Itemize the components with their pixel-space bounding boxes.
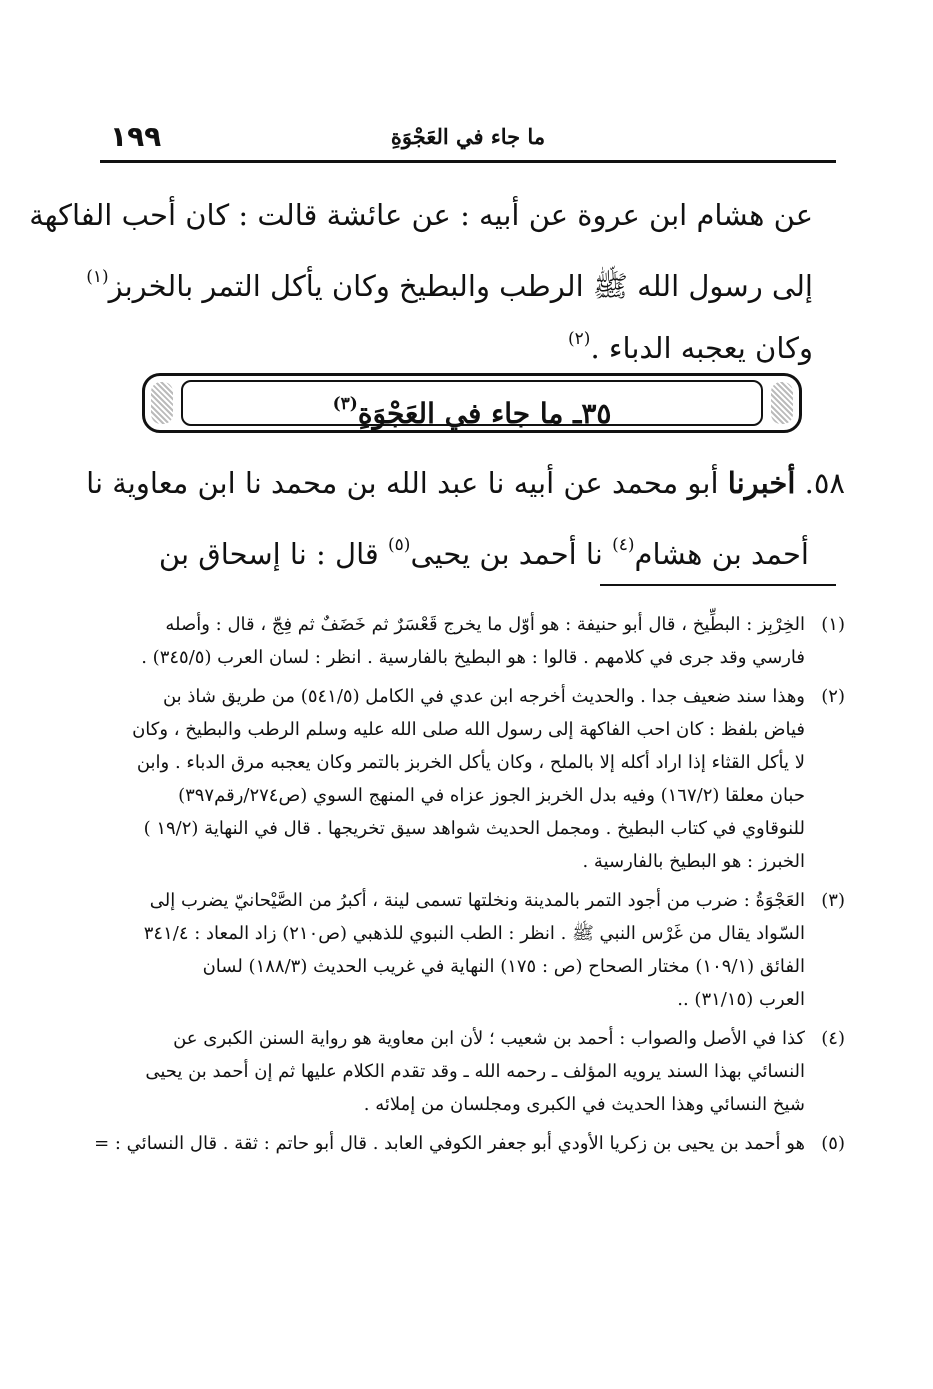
footnote-line: فياض بلفظ : كان احب الفاكهة إلى رسول الله صلى الله عليه وسلم الرطب والبطيخ ، وكان	[132, 719, 805, 740]
footnote-number: (٤)	[821, 1028, 845, 1049]
footnote-line: كذا في الأصل والصواب : أحمد بن شعيب ؛ لأن ابن معاوية هو رواية السنن الكبرى عن	[173, 1028, 805, 1049]
hadith-line-1-text: أبو محمد عن أبيه نا عبد الله بن محمد نا ابن معاوية نا	[86, 466, 719, 500]
intro-line-1-text: عن هشام ابن عروة عن أبيه : عن عائشة قالت : كان أحب الفاكهة	[29, 198, 813, 232]
footnote-line: لا يأكل القثاء إذا اراد أكله إلا بالملح ، وكان يأكل الخربز بالتمر وكان يعجبه مرق الدباء . وابن	[136, 752, 805, 773]
footnote-ref-2: (٢)	[568, 329, 591, 349]
footnote-5	[94, 1127, 845, 1160]
footnote-line: الخبرز : هو البطيخ بالفارسية .	[582, 851, 805, 872]
footnote-2	[97, 680, 845, 878]
footnote-ref-3: (٣)	[332, 394, 358, 414]
hadith-line-2-part-b: نا أحمد بن يحيى	[410, 537, 603, 571]
footnotes	[94, 608, 845, 1166]
hadith-line-2-part-a: أحمد بن هشام	[634, 537, 809, 571]
footnote-number: (٥)	[821, 1133, 845, 1154]
footnote-line: للنوقاوي في كتاب البطيخ . ومجمل الحديث شواهد سيق تخريجها . قال في النهاية (١٩/٢ )	[143, 818, 805, 839]
footnote-line: الفائق (١٠٩/١) مختار الصحاح (ص : ١٧٥) النهاية في غريب الحديث (١٨٨/٣) لسان	[202, 956, 805, 977]
hadith-lead-word: أخبرنا	[727, 466, 796, 500]
chapter-heading	[181, 380, 763, 430]
footnote-line: العَجْوَةُ : ضرب من أجود التمر بالمدينة ونخلتها تسمى لينة ، أكبرُ من الصَّيْحانيّ يضرب إلى	[149, 890, 805, 911]
chapter-title: ٣٥ـ ما جاء في العَجْوَةِ	[357, 397, 612, 430]
footnote-separator	[600, 584, 836, 586]
chapter-heading-box	[142, 373, 802, 433]
footnote-ref-4: (٤)	[612, 535, 635, 555]
footnote-3	[97, 884, 845, 1016]
footnote-4	[97, 1022, 845, 1121]
hadith-line-2-part-c: قال : نا إسحاق بن	[158, 537, 379, 571]
page-header	[100, 118, 836, 162]
footnote-number: (٢)	[821, 686, 845, 707]
footnote-line: العرب (٣١/١٥) ..	[677, 989, 805, 1010]
hadith-number: ٥٨.	[804, 466, 845, 500]
footnote-ref-1: (١)	[86, 267, 109, 287]
footnote-ref-5: (٥)	[388, 535, 411, 555]
intro-line-3-text: وكان يعجبه الدباء .	[590, 331, 813, 365]
footnote-line: النسائي بهذا السند يرويه المؤلف ـ رحمه الله ـ وقد تقدم الكلام عليها ثم إن أحمد بن يحيى	[145, 1061, 805, 1082]
footnote-number: (٣)	[821, 890, 845, 911]
footnote-line: حبان معلقا (١٦٧/٢) وفيه بدل الخربز الجوز عزاه في المنهج السوي (ص٢٧٤/رقم٣٩٧)	[178, 785, 805, 806]
footnote-1	[97, 608, 845, 674]
footnote-line: شيخ النسائي وهذا الحديث في الكبرى ومجلسان من إملائه .	[363, 1094, 805, 1115]
intro-line-2-text: إلى رسول الله ﷺ الرطب والبطيخ وكان يأكل التمر بالخربز	[108, 269, 813, 303]
intro-line-2	[86, 246, 813, 308]
hadith-paragraph	[86, 452, 845, 576]
running-title: ما جاء في العَجْوَةِ	[390, 124, 546, 149]
page-number: ١٩٩	[110, 120, 162, 153]
footnote-line: هو أحمد بن يحيى بن زكريا الأودي أبو جعفر الكوفي العابد . قال أبو حاتم : ثقة . قال النسائي : =	[94, 1133, 805, 1154]
footnote-number: (١)	[821, 614, 845, 635]
footnote-line: الخِرْبِز : البطِّيخ ، قال أبو حنيفة : هو أوّل ما يخرج قَعْسَرٌ ثم خَضَفٌ ثم فِجّ ، قال : وأصله	[165, 614, 805, 635]
footnote-line: فارسي وقد جرى في كلامهم . قالوا : هو البطيخ بالفارسية . انظر : لسان العرب (٣٤٥/٥) .	[141, 647, 805, 668]
footnote-line: السّواد يقال من غَرْس النبي ﷺ . انظر : الطب النبوي للذهبي (ص٢١٠) زاد المعاد : ٣٤١/٤	[143, 923, 805, 944]
hadith-line-1	[86, 452, 845, 514]
intro-line-3	[93, 308, 813, 370]
header-rule	[100, 160, 836, 163]
hadith-line-2	[93, 514, 845, 576]
intro-line-1	[29, 184, 813, 246]
footnote-line: وهذا سند ضعيف جدا . والحديث أخرجه ابن عدي في الكامل (٥٤١/٥) من طريق شاذ بن	[162, 686, 805, 707]
intro-paragraph	[29, 184, 813, 370]
